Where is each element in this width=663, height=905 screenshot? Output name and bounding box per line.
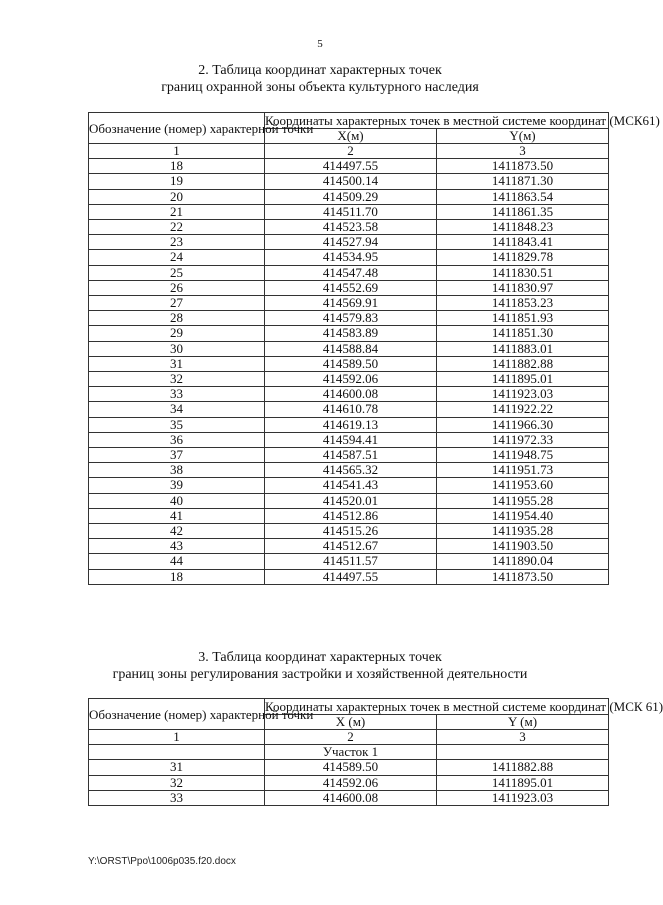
point-number-cell: 31 [89, 356, 265, 371]
table-row [89, 554, 609, 569]
table-row [89, 402, 609, 417]
y-coordinate-cell: 1411890.04 [437, 554, 609, 569]
y-coordinate-cell: 1411951.73 [437, 463, 609, 478]
y-coordinate-cell: 1411923.03 [437, 790, 609, 805]
point-number-cell: 22 [89, 220, 265, 235]
table-row [89, 280, 609, 295]
coordinates-table-1 [88, 112, 660, 585]
y-coordinate-cell: 1411954.40 [437, 508, 609, 523]
x-coordinate-cell: 414527.94 [265, 235, 437, 250]
x-coordinate-cell: 414509.29 [265, 189, 437, 204]
point-number-cell: 19 [89, 174, 265, 189]
x-coordinate-cell: 414619.13 [265, 417, 437, 432]
page-number: 5 [317, 38, 323, 50]
point-number-cell: 32 [89, 775, 265, 790]
point-number-cell: 41 [89, 508, 265, 523]
header-y: Y(м) [437, 129, 609, 144]
x-coordinate-cell: 414497.55 [265, 159, 437, 174]
table-row [89, 432, 609, 447]
point-number-cell: 27 [89, 296, 265, 311]
y-coordinate-cell: 1411922.22 [437, 402, 609, 417]
x-coordinate-cell: 414552.69 [265, 280, 437, 295]
header-point-designation: Обозначение (номер) характерной точки [89, 113, 265, 144]
x-coordinate-cell: 414589.50 [265, 356, 437, 371]
x-coordinate-cell: 414512.67 [265, 539, 437, 554]
section-label: Участок 1 [265, 745, 437, 760]
y-coordinate-cell: 1411948.75 [437, 448, 609, 463]
table-row [89, 478, 609, 493]
footer-file-path: Y:\ORST\Ppo\1006p035.f20.docx [88, 856, 236, 867]
coordinates-table-2 [88, 698, 663, 806]
column-number: 2 [265, 144, 437, 159]
y-coordinate-cell: 1411895.01 [437, 775, 609, 790]
x-coordinate-cell: 414512.86 [265, 508, 437, 523]
x-coordinate-cell: 414541.43 [265, 478, 437, 493]
y-coordinate-cell: 1411953.60 [437, 478, 609, 493]
x-coordinate-cell: 414592.06 [265, 775, 437, 790]
point-number-cell: 30 [89, 341, 265, 356]
table-row [89, 189, 609, 204]
y-coordinate-cell: 1411830.97 [437, 280, 609, 295]
table-row [89, 493, 609, 508]
header-coordinates: Координаты характерных точек в местной системе координат (МСК61) [265, 113, 660, 128]
x-coordinate-cell: 414583.89 [265, 326, 437, 341]
y-coordinate-cell: 1411861.35 [437, 204, 609, 219]
table-row [89, 387, 609, 402]
y-coordinate-cell: 1411873.50 [437, 569, 609, 584]
point-number-cell: 33 [89, 790, 265, 805]
x-coordinate-cell: 414511.70 [265, 204, 437, 219]
y-coordinate-cell: 1411895.01 [437, 372, 609, 387]
table-row [89, 448, 609, 463]
column-number: 3 [437, 730, 609, 745]
x-coordinate-cell: 414515.26 [265, 524, 437, 539]
header-y: Y (м) [437, 715, 609, 730]
column-numbers-row [89, 144, 609, 159]
table-row [89, 569, 609, 584]
y-coordinate-cell: 1411871.30 [437, 174, 609, 189]
table-row [89, 790, 609, 805]
column-number: 3 [437, 144, 609, 159]
y-coordinate-cell: 1411853.23 [437, 296, 609, 311]
point-number-cell: 37 [89, 448, 265, 463]
point-number-cell: 39 [89, 478, 265, 493]
column-numbers-row [89, 730, 609, 745]
y-coordinate-cell: 1411882.88 [437, 760, 609, 775]
table-row [89, 220, 609, 235]
table-row [89, 311, 609, 326]
y-coordinate-cell: 1411903.50 [437, 539, 609, 554]
section-empty-cell [437, 745, 609, 760]
table-row [89, 775, 609, 790]
y-coordinate-cell: 1411863.54 [437, 189, 609, 204]
y-coordinate-cell: 1411935.28 [437, 524, 609, 539]
x-coordinate-cell: 414497.55 [265, 569, 437, 584]
point-number-cell: 36 [89, 432, 265, 447]
point-number-cell: 18 [89, 159, 265, 174]
header-x: X(м) [265, 129, 437, 144]
column-number: 1 [89, 144, 265, 159]
x-coordinate-cell: 414569.91 [265, 296, 437, 311]
table-2-title-line2: границ зоны регулирования застройки и хозяйственной деятельности [112, 667, 528, 682]
x-coordinate-cell: 414565.32 [265, 463, 437, 478]
table-row [89, 463, 609, 478]
table-row [89, 265, 609, 280]
y-coordinate-cell: 1411848.23 [437, 220, 609, 235]
table-1-title [0, 62, 640, 96]
table-row [89, 235, 609, 250]
point-number-cell: 44 [89, 554, 265, 569]
y-coordinate-cell: 1411882.88 [437, 356, 609, 371]
table-row [89, 296, 609, 311]
table-row [89, 760, 609, 775]
x-coordinate-cell: 414511.57 [265, 554, 437, 569]
y-coordinate-cell: 1411972.33 [437, 432, 609, 447]
x-coordinate-cell: 414587.51 [265, 448, 437, 463]
y-coordinate-cell: 1411829.78 [437, 250, 609, 265]
table-1-title-line1: 2. Таблица координат характерных точек [198, 63, 442, 78]
table-row [89, 417, 609, 432]
point-number-cell: 43 [89, 539, 265, 554]
x-coordinate-cell: 414600.08 [265, 387, 437, 402]
point-number-cell: 34 [89, 402, 265, 417]
point-number-cell: 23 [89, 235, 265, 250]
point-number-cell: 29 [89, 326, 265, 341]
x-coordinate-cell: 414547.48 [265, 265, 437, 280]
table-1-title-line2: границ охранной зоны объекта культурного наследия [161, 80, 479, 95]
point-number-cell: 32 [89, 372, 265, 387]
x-coordinate-cell: 414588.84 [265, 341, 437, 356]
table-row [89, 341, 609, 356]
point-number-cell: 25 [89, 265, 265, 280]
header-x: X (м) [265, 715, 437, 730]
table-row [89, 326, 609, 341]
y-coordinate-cell: 1411966.30 [437, 417, 609, 432]
table-row [89, 524, 609, 539]
header-coordinates: Координаты характерных точек в местной системе координат (МСК 61) [265, 699, 663, 714]
x-coordinate-cell: 414579.83 [265, 311, 437, 326]
column-number: 2 [265, 730, 437, 745]
y-coordinate-cell: 1411923.03 [437, 387, 609, 402]
point-number-cell: 38 [89, 463, 265, 478]
table-2-title-line1: 3. Таблица координат характерных точек [198, 650, 442, 665]
y-coordinate-cell: 1411830.51 [437, 265, 609, 280]
column-number: 1 [89, 730, 265, 745]
point-number-cell: 33 [89, 387, 265, 402]
y-coordinate-cell: 1411873.50 [437, 159, 609, 174]
table-row [89, 250, 609, 265]
header-point-designation: Обозначение (номер) характерной точки [89, 699, 265, 730]
x-coordinate-cell: 414592.06 [265, 372, 437, 387]
table-row [89, 356, 609, 371]
y-coordinate-cell: 1411851.93 [437, 311, 609, 326]
table-row [89, 372, 609, 387]
y-coordinate-cell: 1411955.28 [437, 493, 609, 508]
point-number-cell: 21 [89, 204, 265, 219]
section-row [89, 745, 609, 760]
table-row [89, 204, 609, 219]
x-coordinate-cell: 414594.41 [265, 432, 437, 447]
point-number-cell: 26 [89, 280, 265, 295]
x-coordinate-cell: 414534.95 [265, 250, 437, 265]
y-coordinate-cell: 1411843.41 [437, 235, 609, 250]
table-row [89, 539, 609, 554]
point-number-cell: 35 [89, 417, 265, 432]
point-number-cell: 31 [89, 760, 265, 775]
x-coordinate-cell: 414600.08 [265, 790, 437, 805]
table-row [89, 508, 609, 523]
x-coordinate-cell: 414589.50 [265, 760, 437, 775]
y-coordinate-cell: 1411883.01 [437, 341, 609, 356]
x-coordinate-cell: 414610.78 [265, 402, 437, 417]
point-number-cell: 20 [89, 189, 265, 204]
point-number-cell: 28 [89, 311, 265, 326]
table-row [89, 174, 609, 189]
y-coordinate-cell: 1411851.30 [437, 326, 609, 341]
table-2-title [0, 649, 640, 683]
point-number-cell: 24 [89, 250, 265, 265]
x-coordinate-cell: 414523.58 [265, 220, 437, 235]
section-empty-cell [89, 745, 265, 760]
x-coordinate-cell: 414520.01 [265, 493, 437, 508]
table-row [89, 159, 609, 174]
point-number-cell: 42 [89, 524, 265, 539]
x-coordinate-cell: 414500.14 [265, 174, 437, 189]
point-number-cell: 40 [89, 493, 265, 508]
point-number-cell: 18 [89, 569, 265, 584]
